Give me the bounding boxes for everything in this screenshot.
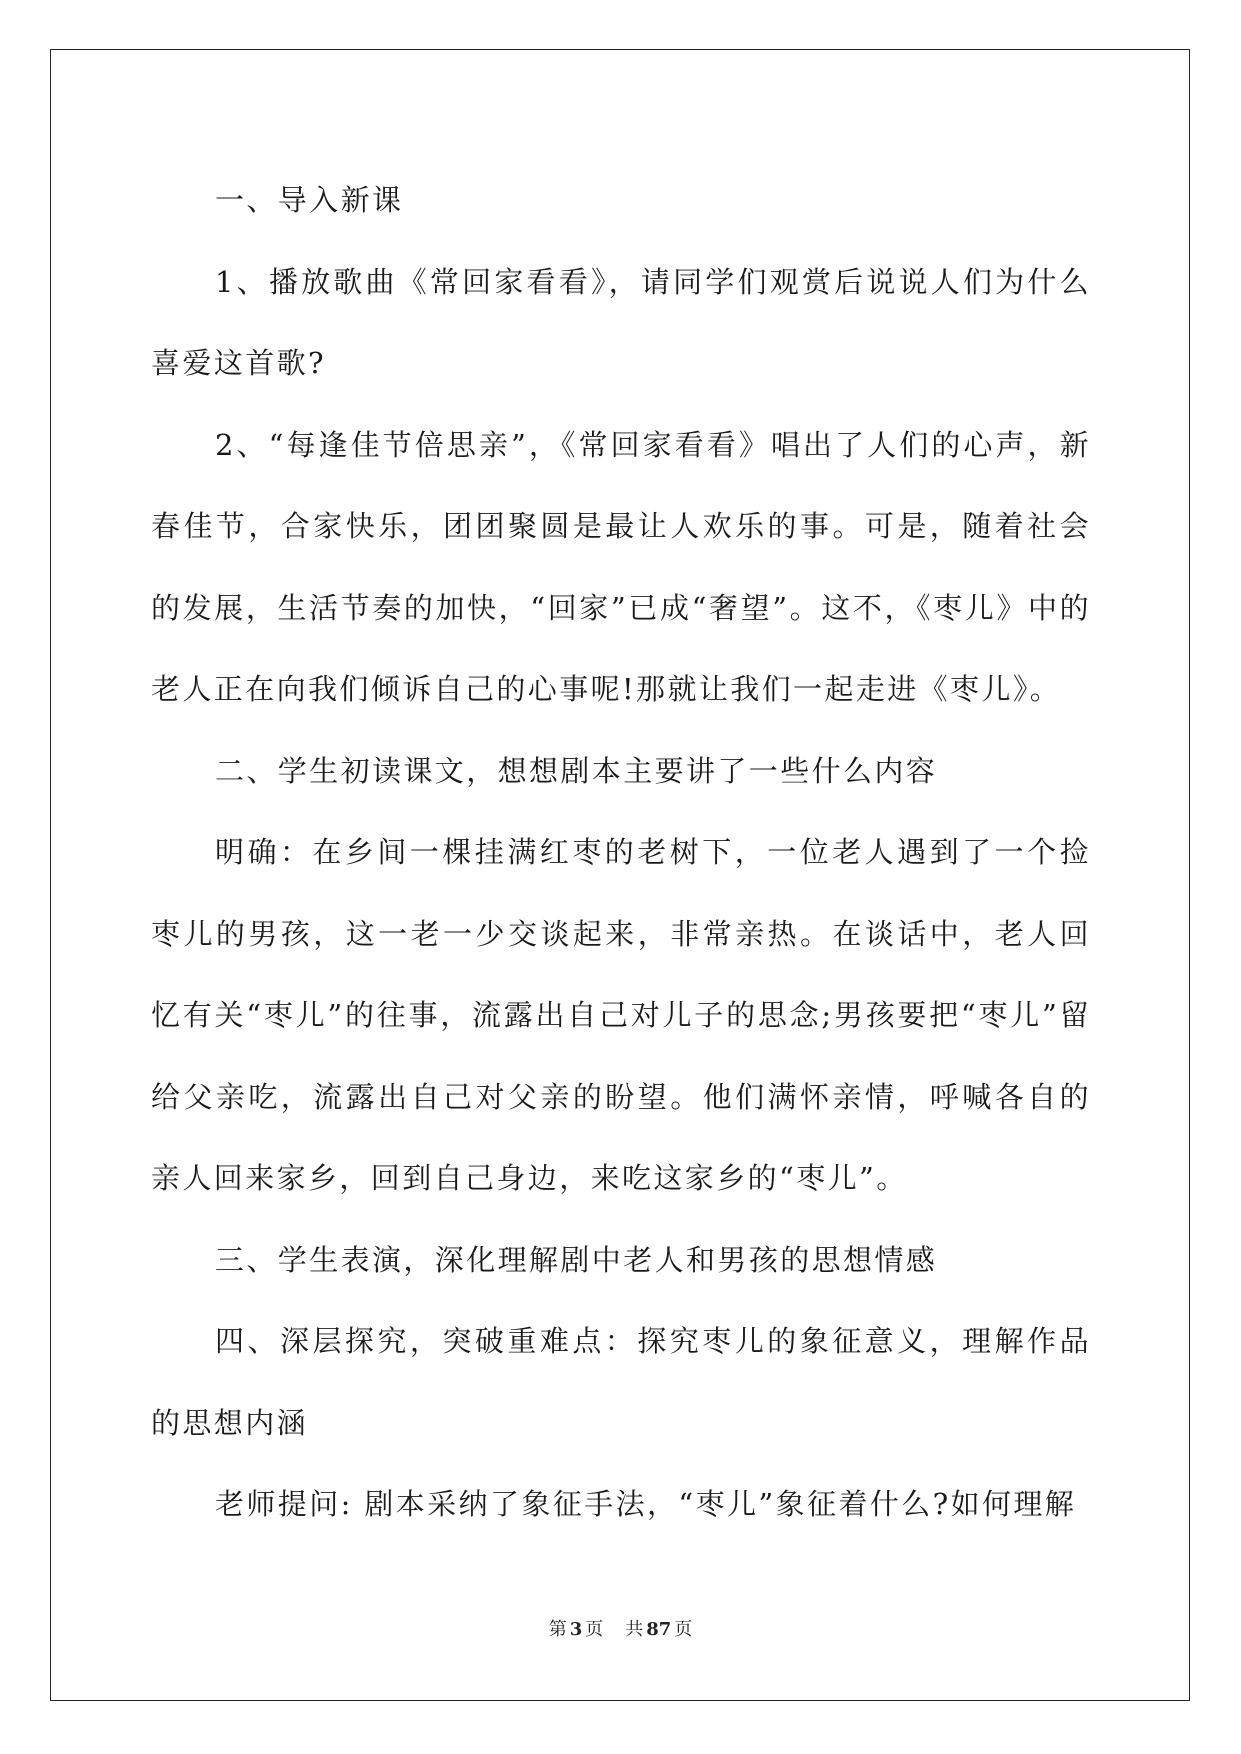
total-suffix: 页 — [674, 1619, 693, 1640]
section-heading-deep-inquiry: 四、深层探究，突破重难点：探究枣儿的象征意义，理解作品的思想内涵 — [151, 1324, 1091, 1440]
page-footer — [0, 1618, 1241, 1642]
paragraph-teacher-question: 老师提问: 剧本采纳了象征手法，“枣儿”象征着什么?如何理解 — [215, 1487, 1077, 1521]
section-heading-performance: 三、学生表演，深化理解剧中老人和男孩的思想情感 — [215, 1242, 938, 1277]
page-number: 3 — [569, 1619, 583, 1640]
total-pages: 87 — [646, 1619, 672, 1640]
section-heading-first-reading: 二、学生初读课文，想想剧本主要讲了一些什么内容 — [215, 753, 938, 788]
section-heading-intro: 一、导入新课 — [215, 183, 404, 217]
document-body — [151, 160, 1091, 1546]
paragraph-item-1: 1、播放歌曲《常回家看看》，请同学们观赏后说说人们为什么喜爱这首歌? — [151, 264, 1091, 380]
page-suffix: 页 — [585, 1619, 604, 1640]
page-prefix: 第 — [548, 1619, 567, 1640]
total-prefix: 共 — [625, 1619, 644, 1640]
paragraph-clarification: 明确：在乡间一棵挂满红枣的老树下，一位老人遇到了一个捡枣儿的男孩，这一老一少交谈起来，非常亲热。在谈话中，老人回忆有关“枣儿”的往事，流露出自己对儿子的思念;男孩要把“枣儿”留给父亲吃，流露出自己对父亲的盼望。他们满怀亲情，呼喊各自的亲人回来家乡，回到自己身边，来吃这家乡的“枣儿”。 — [151, 835, 1091, 1195]
paragraph-item-2: 2、“每逢佳节倍思亲”，《常回家看看》唱出了人们的心声，新春佳节，合家快乐，团团聚圆是最让人欢乐的事。可是，随着社会的发展，生活节奏的加快，“回家”已成“奢望”。这不，《枣儿》中的老人正在向我们倾诉自己的心事呢!那就让我们一起走进《枣儿》。 — [151, 427, 1091, 706]
